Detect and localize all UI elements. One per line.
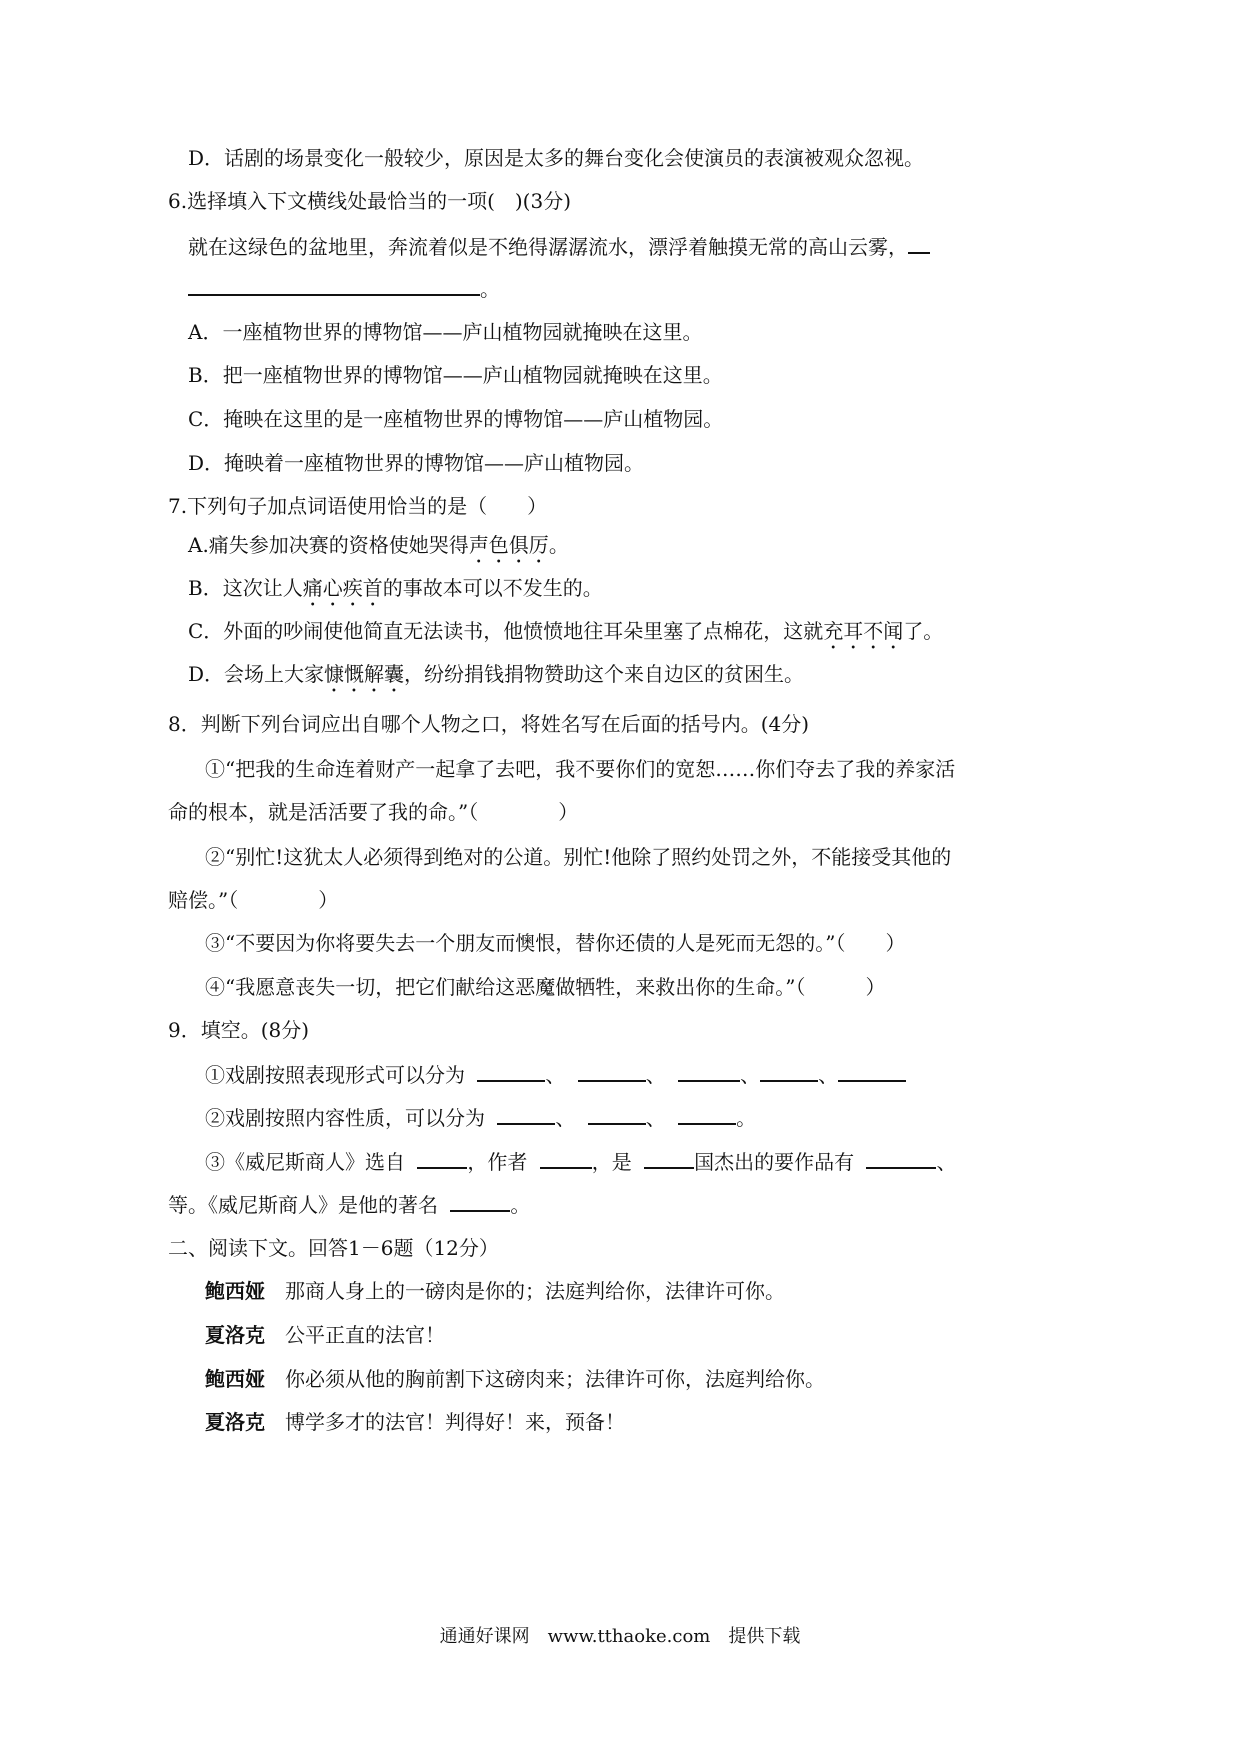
q7-c-dotted: 充耳不闻 <box>823 619 904 643</box>
q9-blank <box>417 1147 467 1169</box>
dialogue-text: 那商人身上的一磅肉是你的；法庭判给你，法律许可你。 <box>285 1279 785 1303</box>
q6-passage <box>188 232 930 261</box>
q9-line3-b: ，作者 <box>467 1150 528 1174</box>
q7-c-post: 了。 <box>903 619 944 643</box>
q6-blank <box>188 274 480 296</box>
q6-passage-cont <box>188 274 500 303</box>
q9-sep: 、 <box>936 1150 957 1174</box>
dialogue-speaker: 夏洛克 <box>205 1323 265 1347</box>
q9-blank <box>450 1190 510 1212</box>
q6-end: 。 <box>480 277 500 301</box>
q7-option-d <box>188 660 804 697</box>
q9-sep: 、 <box>545 1063 566 1087</box>
q9-line4-b: 。 <box>510 1193 531 1217</box>
q7-option-c <box>188 617 943 654</box>
q6-option-c: C．掩映在这里的是一座植物世界的博物馆——庐山植物园。 <box>188 407 724 431</box>
q8-line3: ③“不要因为你将要失去一个朋友而懊恨，替你还债的人是死而无怨的。”（ ） <box>205 931 906 955</box>
q7-b-post: 的事故本可以不发生的。 <box>382 576 603 600</box>
q8-line2: ②“别忙!这犹太人必须得到绝对的公道。别忙!他除了照约处罚之外，不能接受其他的 <box>205 845 952 869</box>
q7-a-post: 。 <box>548 533 569 557</box>
q9-blank <box>866 1147 936 1169</box>
page-footer: 通通好课网 www.tthaoke.com 提供下载 <box>439 1626 801 1647</box>
q9-sep: 、 <box>555 1106 576 1130</box>
dialogue-speaker: 夏洛克 <box>205 1410 265 1434</box>
q9-line3-a: ③《威尼斯商人》选自 <box>205 1150 405 1174</box>
q9-line2 <box>205 1103 756 1132</box>
dialogue-line <box>205 1408 625 1436</box>
q6-option-d: D．掩映着一座植物世界的博物馆——庐山植物园。 <box>188 451 645 475</box>
q7-b-pre: B．这次让人 <box>188 576 303 600</box>
q6-passage-text: 就在这绿色的盆地里，奔流着似是不绝得潺潺流水，漂浮着触摸无常的高山云雾， <box>188 235 908 259</box>
q9-blank <box>678 1060 740 1082</box>
q9-blank <box>497 1103 555 1125</box>
q9-blank <box>678 1103 736 1125</box>
q6-option-a: A．一座植物世界的博物馆——庐山植物园就掩映在这里。 <box>188 320 703 344</box>
dialogue-line <box>205 1277 785 1305</box>
dialogue-text: 你必须从他的胸前割下这磅肉来；法律许可你，法庭判给你。 <box>285 1367 825 1391</box>
q6-stem: 6.选择填入下文横线处最恰当的一项( )(3分) <box>168 189 572 213</box>
q9-blank <box>838 1060 906 1082</box>
dialogue-line <box>205 1321 445 1349</box>
q9-line4 <box>168 1190 530 1219</box>
q8-stem: 8．判断下列台词应出自哪个人物之口，将姓名写在后面的括号内。(4分) <box>168 712 810 736</box>
q7-d-post: ，纷纷捐钱捐物赞助这个来自边区的贫困生。 <box>404 662 805 686</box>
dialogue-line <box>205 1365 825 1393</box>
q9-line3-c: ，是 <box>591 1150 632 1174</box>
q9-line3 <box>205 1147 956 1176</box>
q9-line3-d: 国杰出的要作品有 <box>694 1150 855 1174</box>
dialogue-speaker: 鲍西娅 <box>205 1279 265 1303</box>
q7-stem: 7.下列句子加点词语使用恰当的是（ ） <box>168 494 548 518</box>
q9-sep: 、 <box>645 1106 666 1130</box>
q9-line1 <box>205 1060 906 1089</box>
q8-line2-cont: 赔偿。”（ ） <box>168 888 339 912</box>
q9-blank <box>760 1060 818 1082</box>
q9-blank <box>578 1060 646 1082</box>
dialogue-speaker: 鲍西娅 <box>205 1367 265 1391</box>
q9-blank <box>477 1060 545 1082</box>
q9-line4-a: 等。《威尼斯商人》是他的著名 <box>168 1193 438 1217</box>
q7-option-b <box>188 574 603 611</box>
q9-sep: 、 <box>818 1063 839 1087</box>
q9-line2-text: ②戏剧按照内容性质，可以分为 <box>205 1106 485 1130</box>
q7-a-dotted: 声色俱厉 <box>468 533 549 557</box>
q9-end: 。 <box>736 1106 757 1130</box>
q8-line4: ④“我愿意丧失一切，把它们献给这恶魔做牺牲，来救出你的生命。”（ ） <box>205 975 886 999</box>
q9-sep: 、 <box>740 1063 761 1087</box>
q7-a-pre: A.痛失参加决赛的资格使她哭得 <box>188 533 469 557</box>
q9-stem: 9．填空。(8分) <box>168 1018 310 1042</box>
section2-heading: 二、阅读下文。回答1－6题（12分） <box>168 1236 499 1260</box>
dialogue-text: 博学多才的法官！判得好！来，预备！ <box>285 1410 625 1434</box>
q9-line1-text: ①戏剧按照表现形式可以分为 <box>205 1063 465 1087</box>
q9-sep: 、 <box>645 1063 666 1087</box>
q7-d-dotted: 慷慨解囊 <box>324 662 405 686</box>
q6-blank-start <box>908 232 930 254</box>
q7-c-pre: C．外面的吵闹使他简直无法读书，他愤愤地往耳朵里塞了点棉花，这就 <box>188 619 824 643</box>
q8-line1-cont: 命的根本，就是活活要了我的命。”（ ） <box>168 800 579 824</box>
q9-blank <box>588 1103 646 1125</box>
q9-blank <box>540 1147 592 1169</box>
q5-option-d: D．话剧的场景变化一般较少，原因是太多的舞台变化会使演员的表演被观众忽视。 <box>188 146 925 170</box>
q7-b-dotted: 痛心疾首 <box>302 576 383 600</box>
dialogue-text: 公平正直的法官！ <box>285 1323 445 1347</box>
q7-option-a <box>188 531 569 568</box>
q6-option-b: B．把一座植物世界的博物馆——庐山植物园就掩映在这里。 <box>188 363 723 387</box>
q8-line1: ①“把我的生命连着财产一起拿了去吧，我不要你们的宽恕……你们夺去了我的养家活 <box>205 757 956 781</box>
q7-d-pre: D．会场上大家 <box>188 662 325 686</box>
q9-blank <box>644 1147 694 1169</box>
